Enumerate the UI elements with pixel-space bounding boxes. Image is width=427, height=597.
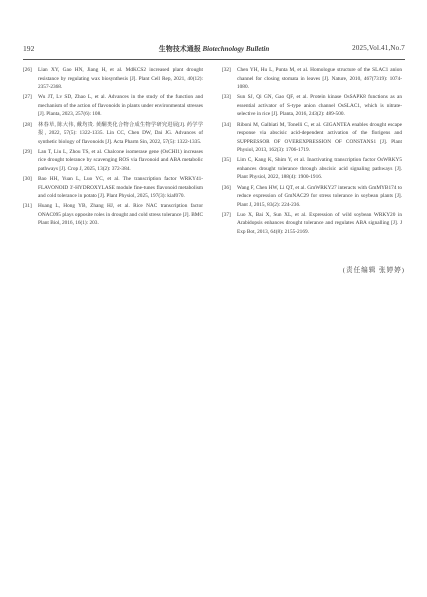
- reference-number: [32]: [222, 67, 231, 73]
- reference-text: Sun SJ, Qi GN, Gao QF, et al. Protein kinase OsSAPK8 functions as an essential activator of S-type anion channel OsSLAC1, which is nitrate-selective in rice [J]. Planta, 2016, 243(2): 489-500.: [237, 94, 402, 118]
- reference-text: Lim C, Kang K, Shim Y, et al. Inactivating transcription factor OsWRKY5 enhances drought tolerance through abscisic acid signaling pathways [J]. Plant Physiol, 2022, 188(4): 1900-1916.: [237, 157, 402, 181]
- reference-item: [23, 121, 203, 147]
- header-rule: [23, 59, 405, 60]
- reference-text: 林春草, 陈大伟, 戴均贵. 黄酮类化合物合成生物学研究进展[J]. 药学学报, 2022, 57(5): 1322-1335. Lin CC, Chen DW, Dai JG. Advances of synthetic biology of flavonoids [J]. Acta Pharm Sin, 2022, 57(5): 1322-1335.: [38, 121, 203, 145]
- reference-item: [222, 184, 402, 210]
- reference-number: [26]: [23, 67, 32, 73]
- reference-item: [222, 156, 402, 182]
- reference-text: Wang F, Chen HW, Li QT, et al. GmWRKY27 interacts with GmMYB174 to reduce expression of GmNAC29 for stress tolerance in soybean plants [J]. Plant J, 2015, 83(2): 224-236.: [237, 184, 402, 208]
- references-left-column: [23, 66, 203, 230]
- page-number: 192: [23, 44, 35, 53]
- reference-item: [222, 211, 402, 237]
- reference-item: [23, 93, 203, 119]
- reference-text: Huang L, Hong YB, Zhang HJ, et al. Rice NAC transcription factor ONAC095 plays opposite roles in drought and cold stress tolerance [J]. BMC Plant Biol, 2016, 16(1): 203.: [38, 203, 203, 227]
- reference-number: [35]: [222, 157, 231, 164]
- editor-signoff: (责任编辑 张婷婷): [342, 267, 405, 274]
- reference-number: [34]: [222, 121, 231, 128]
- page-header: [23, 44, 405, 56]
- reference-number: [33]: [222, 94, 231, 101]
- reference-text: Wu JT, Lv SD, Zhao L, et al. Advances in the study of the function and mechanism of the action of flavonoids in plants under environmental stresses [J]. Planta, 2023, 257(6): 108.: [38, 94, 203, 118]
- reference-item: [23, 202, 203, 228]
- journal-title: [23, 44, 405, 54]
- reference-text: Luo X, Bai X, Sun XL, et al. Expression of wild soybean WRKY20 in Arabidopsis enhances drought tolerance and regulates ABA signalling [J]. J Exp Bot, 2013, 64(8): 2155-2169.: [237, 211, 402, 235]
- references-right-column: [222, 66, 402, 238]
- reference-item: [23, 175, 203, 201]
- reference-number: [31]: [23, 203, 32, 210]
- reference-item: [222, 66, 402, 92]
- reference-number: [30]: [23, 176, 32, 183]
- reference-number: [37]: [222, 211, 231, 218]
- reference-number: [29]: [23, 148, 32, 155]
- reference-item: [23, 66, 203, 92]
- reference-text: Lian XY, Gao HN, Jiang H, et al. MdKCS2 increased plant drought resistance by regulating wax biosynthesis [J]. Plant Cell Rep, 2021, 40(12): 2357-2368.: [38, 67, 203, 90]
- reference-text: Lan T, Liu L, Zhou TS, et al. Chalcone isomerase gene (OsCHI1) increases rice drought tolerance by scavenging ROS via flavonoid and ABA metabolic pathways [J]. Crop J, 2025, 13(2): 372-384.: [38, 148, 203, 172]
- issue-info: 2025,Vol.41,No.7: [352, 44, 405, 52]
- journal-title-en: Biotechnology Bulletin: [202, 45, 270, 53]
- reference-number: [36]: [222, 184, 231, 191]
- reference-item: [222, 93, 402, 119]
- reference-text: Chen YH, Hu L, Punta M, et al. Homologue structure of the SLAC1 anion channel for closing stomata in leaves [J]. Nature, 2010, 467(7319): 1074-1080.: [237, 67, 402, 90]
- journal-title-cn: 生物技术通报: [158, 45, 201, 53]
- reference-text: Bao HH, Yuan L, Luo YC, et al. The transcription factor WRKY41-FLAVONOID 3'-HYDROXYLASE module fine-tunes flavonoid metabolism and cold tolerance in potato [J]. Plant Physiol, 2025, 197(3): kiaf070.: [38, 176, 203, 200]
- reference-number: [27]: [23, 94, 32, 101]
- reference-number: [28]: [23, 121, 32, 128]
- reference-item: [23, 148, 203, 174]
- reference-item: [222, 121, 402, 155]
- reference-text: Riboni M, Galbiati M, Tonelli C, et al. GIGANTEA enables drought escape response via abscisic acid-dependent activation of the florigens and SUPPRESSOR OF OVEREXPRESSION OF CONSTANS1 [J]. Plant Physiol, 2013, 162(3): 1706-1719.: [237, 121, 402, 154]
